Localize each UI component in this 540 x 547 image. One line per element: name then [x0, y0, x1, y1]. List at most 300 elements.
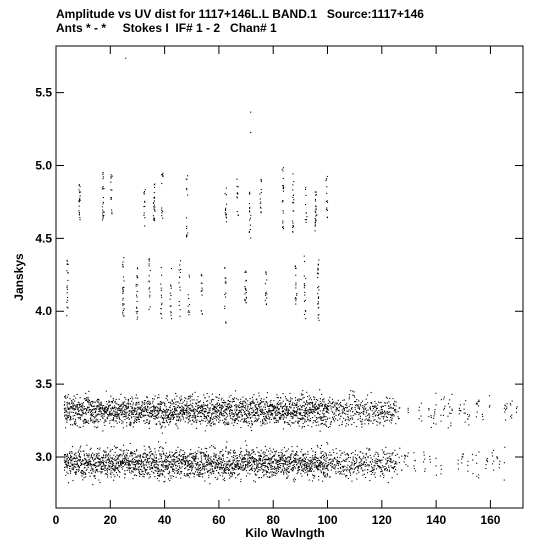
data-point [334, 413, 335, 414]
data-point [195, 418, 196, 419]
data-point [93, 408, 94, 409]
data-point [390, 461, 391, 462]
data-point [186, 408, 187, 409]
data-point [170, 457, 171, 458]
data-point [274, 422, 275, 423]
data-point [387, 458, 388, 459]
data-point [499, 461, 500, 462]
data-point [138, 404, 139, 405]
data-point [345, 459, 346, 460]
data-point [302, 427, 303, 428]
data-point [161, 402, 162, 403]
data-point [314, 399, 315, 400]
data-point [102, 418, 103, 419]
data-point [123, 454, 124, 455]
data-point [260, 470, 261, 471]
data-point [88, 404, 89, 405]
data-point [238, 399, 239, 400]
data-point [333, 467, 334, 468]
x-tick-label: 80 [266, 513, 280, 527]
data-point [291, 461, 292, 462]
data-point [242, 397, 243, 398]
data-point [230, 452, 231, 453]
data-point [247, 459, 248, 460]
data-point [211, 473, 212, 474]
data-point [261, 411, 262, 412]
data-point [347, 414, 348, 415]
data-point [282, 415, 283, 416]
data-point [207, 407, 208, 408]
data-point [307, 410, 308, 411]
data-point [221, 464, 222, 465]
data-point [487, 461, 488, 462]
data-point [138, 417, 139, 418]
data-point [126, 413, 127, 414]
data-point [171, 478, 172, 479]
data-point [92, 484, 93, 485]
data-point [242, 404, 243, 405]
data-point [145, 406, 146, 407]
data-point [247, 473, 248, 474]
data-point [277, 473, 278, 474]
data-point [223, 400, 224, 401]
data-point [201, 405, 202, 406]
data-point [180, 478, 181, 479]
data-point [123, 451, 124, 452]
data-point [129, 415, 130, 416]
data-point [111, 410, 112, 411]
data-point [367, 464, 368, 465]
data-point [215, 416, 216, 417]
data-point [278, 404, 279, 405]
data-point [160, 408, 161, 409]
data-point [173, 461, 174, 462]
data-point [168, 402, 169, 403]
data-point [175, 462, 176, 463]
data-point [233, 470, 234, 471]
data-point [121, 420, 122, 421]
data-point [68, 408, 69, 409]
data-point [305, 467, 306, 468]
data-point [246, 451, 247, 452]
data-point [352, 391, 353, 392]
data-point [198, 476, 199, 477]
data-point [69, 412, 70, 413]
data-point [190, 413, 191, 414]
data-point [68, 473, 69, 474]
data-point [368, 423, 369, 424]
data-point [331, 406, 332, 407]
data-point [349, 406, 350, 407]
data-point [317, 421, 318, 422]
data-point [235, 405, 236, 406]
data-point [193, 456, 194, 457]
data-point [112, 472, 113, 473]
data-point [325, 416, 326, 417]
data-point [102, 457, 103, 458]
data-point [294, 411, 295, 412]
data-point [315, 457, 316, 458]
data-point [307, 466, 308, 467]
data-point [301, 399, 302, 400]
data-point [206, 418, 207, 419]
data-point [156, 464, 157, 465]
data-point [128, 460, 129, 461]
data-point [245, 467, 246, 468]
data-point [155, 407, 156, 408]
data-point [286, 458, 287, 459]
data-point [273, 449, 274, 450]
data-point [98, 421, 99, 422]
data-point [174, 456, 175, 457]
data-point [231, 423, 232, 424]
data-point [177, 470, 178, 471]
data-point [366, 448, 367, 449]
data-point [64, 412, 65, 413]
data-point [276, 394, 277, 395]
data-point [275, 475, 276, 476]
data-point [64, 402, 65, 403]
data-point [186, 405, 187, 406]
data-point [138, 414, 139, 415]
data-point [135, 466, 136, 467]
data-point [295, 461, 296, 462]
data-point [251, 403, 252, 404]
data-point [140, 474, 141, 475]
data-point [301, 415, 302, 416]
data-point [244, 468, 245, 469]
data-point [160, 406, 161, 407]
data-point [218, 419, 219, 420]
data-point [169, 417, 170, 418]
data-point [296, 451, 297, 452]
data-point [272, 405, 273, 406]
data-point [283, 474, 284, 475]
data-point [157, 418, 158, 419]
data-point [172, 412, 173, 413]
data-point [219, 467, 220, 468]
data-point [79, 402, 80, 403]
data-point [78, 411, 79, 412]
data-point [284, 405, 285, 406]
data-point [134, 469, 135, 470]
data-point [272, 404, 273, 405]
data-point [179, 417, 180, 418]
data-point [376, 452, 377, 453]
data-point [321, 417, 322, 418]
data-point [142, 404, 143, 405]
data-point [119, 413, 120, 414]
data-point [305, 416, 306, 417]
data-point [151, 464, 152, 465]
data-point [222, 420, 223, 421]
data-point [315, 404, 316, 405]
data-point [316, 468, 317, 469]
data-point [82, 407, 83, 408]
data-point [177, 428, 178, 429]
data-point [161, 403, 162, 404]
data-point [389, 470, 390, 471]
data-point [380, 475, 381, 476]
data-point [234, 460, 235, 461]
data-point [249, 415, 250, 416]
data-point [258, 461, 259, 462]
data-point [339, 457, 340, 458]
data-point [209, 462, 210, 463]
data-point [83, 421, 84, 422]
data-point [173, 471, 174, 472]
data-point [361, 463, 362, 464]
data-point [154, 476, 155, 477]
data-point [207, 462, 208, 463]
data-point [209, 458, 210, 459]
data-point [141, 459, 142, 460]
data-point [160, 423, 161, 424]
data-point [167, 466, 168, 467]
data-point [230, 415, 231, 416]
data-point [75, 467, 76, 468]
data-point [202, 409, 203, 410]
data-point [224, 418, 225, 419]
data-point [136, 414, 137, 415]
data-point [313, 410, 314, 411]
data-point [101, 416, 102, 417]
data-point [74, 396, 75, 397]
data-point [323, 420, 324, 421]
data-point [244, 401, 245, 402]
data-point [348, 455, 349, 456]
data-point [94, 406, 95, 407]
data-point [293, 469, 294, 470]
data-point [86, 445, 87, 446]
data-point [87, 455, 88, 456]
data-point [313, 405, 314, 406]
data-point [168, 410, 169, 411]
data-point [322, 463, 323, 464]
data-point [255, 454, 256, 455]
data-point [285, 451, 286, 452]
data-point [254, 421, 255, 422]
data-point [272, 415, 273, 416]
data-point [280, 465, 281, 466]
data-point [254, 464, 255, 465]
data-point [108, 454, 109, 455]
data-point [304, 412, 305, 413]
data-point [165, 459, 166, 460]
data-point [206, 409, 207, 410]
data-point [175, 414, 176, 415]
data-point [319, 389, 320, 390]
data-point [357, 470, 358, 471]
data-point [221, 409, 222, 410]
data-point [331, 411, 332, 412]
data-point [251, 430, 252, 431]
data-point [297, 470, 298, 471]
data-point [84, 464, 85, 465]
data-point [203, 402, 204, 403]
data-point [254, 468, 255, 469]
data-point [149, 466, 150, 467]
data-point [116, 416, 117, 417]
data-point [305, 461, 306, 462]
data-point [206, 455, 207, 456]
data-point [309, 421, 310, 422]
data-point [137, 468, 138, 469]
data-point [64, 409, 65, 410]
data-point [308, 459, 309, 460]
data-point [191, 453, 192, 454]
data-point [91, 401, 92, 402]
data-point [388, 482, 389, 483]
data-point [306, 402, 307, 403]
data-point [326, 412, 327, 413]
data-point [231, 412, 232, 413]
data-point [253, 451, 254, 452]
data-point [66, 472, 67, 473]
data-point [318, 413, 319, 414]
data-point [201, 407, 202, 408]
data-point [327, 408, 328, 409]
data-point [121, 408, 122, 409]
data-point [139, 466, 140, 467]
data-point [240, 411, 241, 412]
data-point [240, 469, 241, 470]
data-point [355, 407, 356, 408]
data-point [360, 458, 361, 459]
data-point [317, 400, 318, 401]
data-point [216, 408, 217, 409]
data-point [176, 409, 177, 410]
data-point [390, 465, 391, 466]
data-point [324, 456, 325, 457]
data-point [216, 420, 217, 421]
data-point [83, 402, 84, 403]
data-point [153, 416, 154, 417]
data-point [461, 462, 462, 463]
data-point [197, 451, 198, 452]
data-point [311, 470, 312, 471]
data-point [197, 462, 198, 463]
data-point [362, 453, 363, 454]
data-point [256, 465, 257, 466]
data-point [318, 464, 319, 465]
data-point [346, 469, 347, 470]
data-point [88, 464, 89, 465]
data-point [242, 407, 243, 408]
data-point [309, 412, 310, 413]
data-point [107, 472, 108, 473]
data-point [312, 405, 313, 406]
data-point [413, 466, 414, 467]
data-point [381, 469, 382, 470]
data-point [220, 412, 221, 413]
data-point [142, 409, 143, 410]
data-point [181, 399, 182, 400]
data-point [158, 450, 159, 451]
data-point [130, 403, 131, 404]
data-point [246, 421, 247, 422]
data-point [139, 463, 140, 464]
data-point [323, 410, 324, 411]
data-point [201, 416, 202, 417]
data-point [346, 461, 347, 462]
data-point [347, 416, 348, 417]
data-point [157, 473, 158, 474]
data-point [337, 457, 338, 458]
data-point [286, 408, 287, 409]
data-point [282, 470, 283, 471]
data-point [194, 474, 195, 475]
data-point [134, 453, 135, 454]
data-point [272, 468, 273, 469]
data-point [272, 475, 273, 476]
data-point [354, 397, 355, 398]
data-point [226, 441, 227, 442]
data-point [168, 424, 169, 425]
data-point [308, 419, 309, 420]
data-point [142, 476, 143, 477]
data-point [90, 418, 91, 419]
data-point [344, 409, 345, 410]
data-point [165, 466, 166, 467]
data-point [344, 474, 345, 475]
data-point [215, 466, 216, 467]
data-point [187, 417, 188, 418]
data-point [255, 412, 256, 413]
data-point [374, 467, 375, 468]
data-point [314, 397, 315, 398]
data-point [377, 453, 378, 454]
data-point [150, 469, 151, 470]
data-point [209, 422, 210, 423]
data-point [114, 413, 115, 414]
data-point [72, 401, 73, 402]
data-point [330, 462, 331, 463]
data-point [389, 456, 390, 457]
data-point [82, 479, 83, 480]
data-point [228, 422, 229, 423]
data-point [145, 453, 146, 454]
data-point [286, 407, 287, 408]
data-point [278, 468, 279, 469]
data-point [228, 400, 229, 401]
data-point [361, 402, 362, 403]
data-point [261, 406, 262, 407]
data-point [360, 466, 361, 467]
data-point [163, 467, 164, 468]
data-point [393, 452, 394, 453]
data-point [251, 408, 252, 409]
data-point [144, 476, 145, 477]
data-point [342, 409, 343, 410]
data-point [121, 462, 122, 463]
data-point [136, 469, 137, 470]
data-point [143, 457, 144, 458]
data-point [357, 412, 358, 413]
data-point [205, 421, 206, 422]
data-point [257, 402, 258, 403]
data-point [212, 412, 213, 413]
data-point [86, 397, 87, 398]
data-point [217, 467, 218, 468]
data-point [65, 419, 66, 420]
data-point [255, 458, 256, 459]
data-point [302, 417, 303, 418]
data-point [83, 423, 84, 424]
data-point [255, 415, 256, 416]
data-point [234, 415, 235, 416]
data-point [173, 465, 174, 466]
